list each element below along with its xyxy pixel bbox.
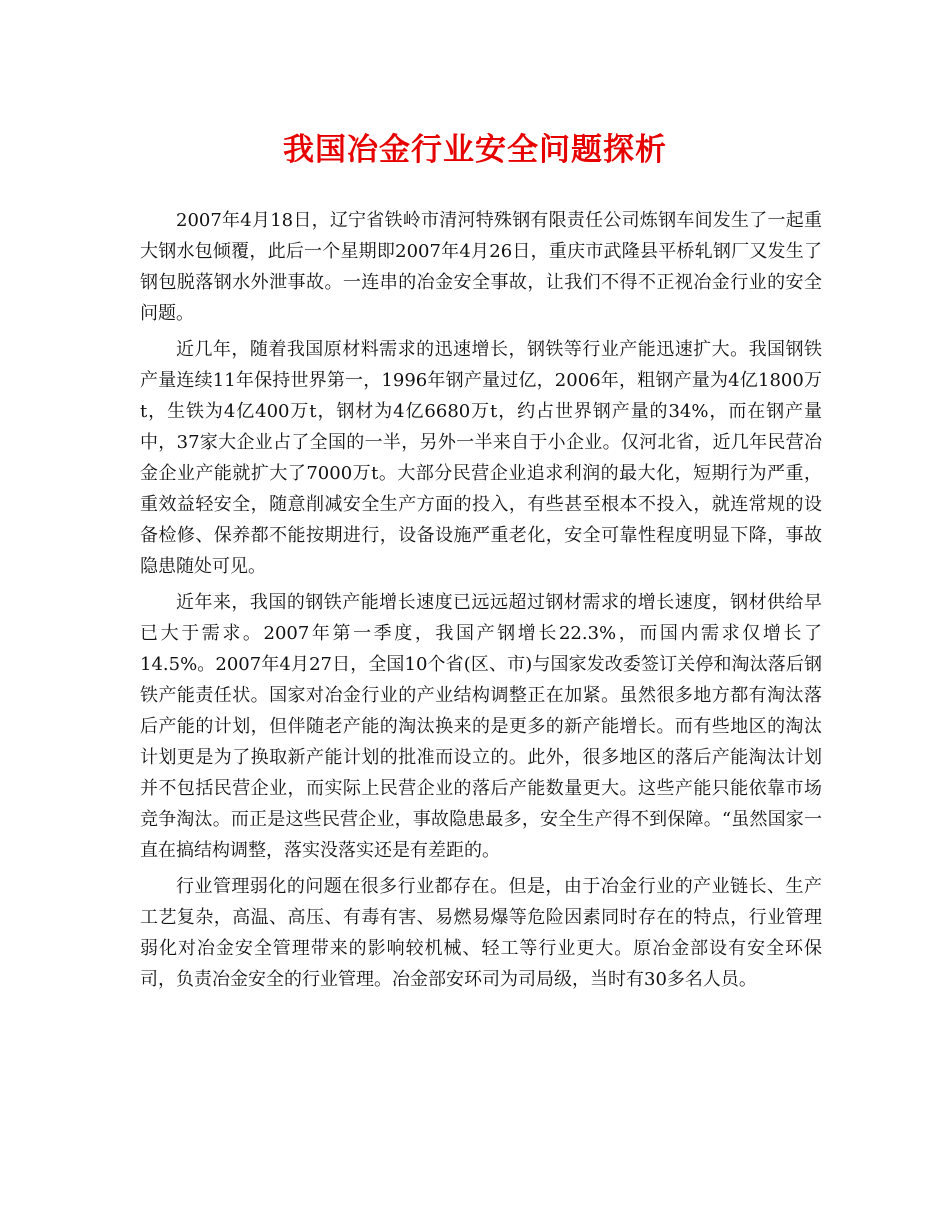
paragraph-4: 行业管理弱化的问题在很多行业都存在。但是，由于冶金行业的产业链长、生产工艺复杂，高温、高压、有毒有害、易燃易爆等危险因素同时存在的特点，行业管理弱化对冶金安全管理带来的影响较机械、轻工等行业更大。原冶金部设有安全环保司，负责冶金安全的行业管理。冶金部安环司为司局级，当时有30多名人员。: [140, 876, 822, 990]
document-title: 我国冶金行业安全问题探析: [283, 132, 667, 168]
paragraph-1: 2007年4月18日，辽宁省铁岭市清河特殊钢有限责任公司炼钢车间发生了一起重大钢水包倾覆，此后一个星期即2007年4月26日，重庆市武隆县平桥轧钢厂又发生了钢包脱落钢水外泄事故。一连串的冶金安全事故，让我们不得不正视冶金行业的安全问题。: [140, 210, 822, 324]
document-body: [140, 205, 822, 1000]
paragraph-3: 近年来，我国的钢铁产能增长速度已远远超过钢材需求的增长速度，钢材供给早已大于需求。2007年第一季度，我国产钢增长22.3%，而国内需求仅增长了14.5%。2007年4月27日，全国10个省(区、市)与国家发改委签订关停和淘汰落后钢铁产能责任状。国家对冶金行业的产业结构调整正在加紧。虽然很多地方都有淘汰落后产能的计划，但伴随老产能的淘汰换来的是更多的新产能增长。而有些地区的淘汰计划更是为了换取新产能计划的批准而设立的。此外，很多地区的落后产能淘汰计划并不包括民营企业，而实际上民营企业的落后产能数量更大。这些产能只能依靠市场竞争淘汰。而正是这些民营企业，事故隐患最多，安全生产得不到保障。“虽然国家一直在搞结构调整，落实没落实还是有差距的。: [140, 592, 822, 861]
paragraph-2: 近几年，随着我国原材料需求的迅速增长，钢铁等行业产能迅速扩大。我国钢铁产量连续11年保持世界第一，1996年钢产量过亿，2006年，粗钢产量为4亿1800万t，生铁为4亿400万t，钢材为4亿6680万t，约占世界钢产量的34%，而在钢产量中，37家大企业占了全国的一半，另外一半来自于小企业。仅河北省，近几年民营冶金企业产能就扩大了7000万t。大部分民营企业追求利润的最大化，短期行为严重，重效益轻安全，随意削减安全生产方面的投入，有些甚至根本不投入，就连常规的设备检修、保养都不能按期进行，设备设施严重老化，安全可靠性程度明显下降，事故隐患随处可见。: [140, 339, 822, 577]
